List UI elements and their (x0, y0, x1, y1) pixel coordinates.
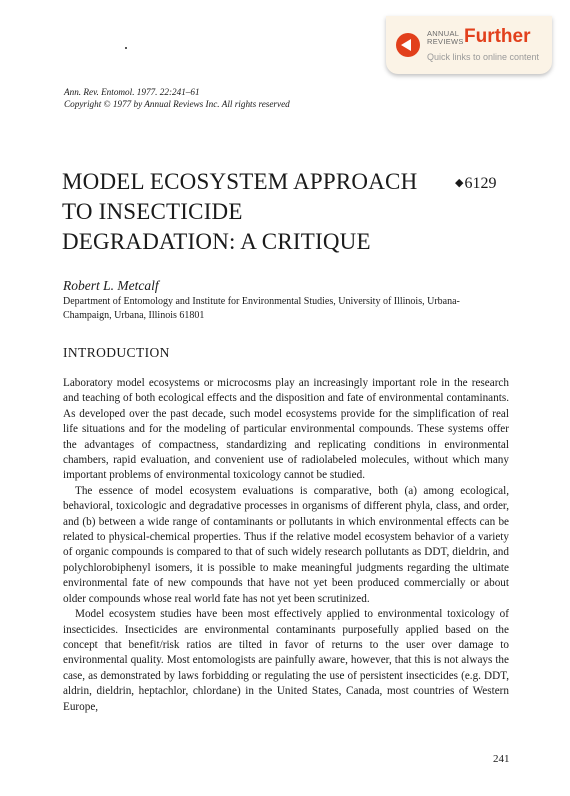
article-title: MODEL ECOSYSTEM APPROACH TO INSECTICIDE DEGRADATION: A CRITIQUE (62, 169, 418, 254)
stray-dot (125, 47, 127, 49)
badge-brand: ANNUAL REVIEWS (427, 29, 464, 46)
article-number-value: 6129 (464, 175, 497, 192)
annual-reviews-logo-icon (396, 33, 420, 57)
author-name: Robert L. Metcalf (63, 278, 159, 293)
citation-line-2: Copyright © 1977 by Annual Reviews Inc. All rights reserved (64, 98, 290, 109)
article-number (455, 175, 496, 193)
badge-further-label[interactable]: Further (464, 26, 531, 47)
diamond-icon: ◆ (455, 177, 464, 189)
author-affiliation: Department of Entomology and Institute for Environmental Studies, University of Illinois, Urbana-Champaign, Urbana, Illinois 61801 (63, 296, 460, 321)
paragraph: Laboratory model ecosystems or microcosms play an increasingly important role in the research and teaching of both ecological effects and the disposition and fate of environmental contaminants. As developed over the past decade, such model ecosystems provide for the simplification of real life situations and for the modeling of particular environmental compounds. These systems offer the advantages of compactness, standardizing and replicating conditions in environmental chambers, rapid evaluation, and convenient use of radiolabeled molecules, without which many important problems of environmental toxicology cannot be studied. (63, 377, 509, 482)
further-reading-badge[interactable] (386, 16, 552, 74)
citation-line-1: Ann. Rev. Entomol. 1977. 22:241–61 (64, 87, 200, 97)
journal-citation (64, 87, 290, 110)
paragraph: Model ecosystem studies have been most effectively applied to environmental toxicology of insecticides. Insecticides are environmental contaminants purposefully applied based on the concept that benefit/risk ratios are tilted in favor of returns to the user over damage to environmental quality. Most entomologists are painfully aware, however, that this is not always the case, as demonstrated by laws forbidding or regulating the use of persistent insecticides (e.g. DDT, aldrin, dieldrin, heptachlor, chlordane) in the United States, Canada, most countries of Western Europe, (63, 608, 509, 713)
paragraph: The essence of model ecosystem evaluations is comparative, both (a) among ecological, behavioral, toxicologic and degradative processes in organisms of different phyla, class, and order, and (b) between a wide range of contaminants or pollutants in which environmental effects can be related to physical-chemical properties. Thus if the relative model ecosystem behavior of a variety of organic compounds is compared to that of such widely research pollutants as DDT, dieldrin, and polychlorobiphenyl isomers, it is possible to make meaningful judgments regarding the ultimate environmental fate of new compounds that have not yet been produced commercially or about older compounds whose real world fate has not yet been scrutinized. (63, 484, 509, 605)
page-number: 241 (493, 753, 510, 765)
section-heading: INTRODUCTION (63, 345, 170, 360)
body-text (63, 376, 509, 715)
badge-subtitle: Quick links to online content (427, 52, 540, 62)
